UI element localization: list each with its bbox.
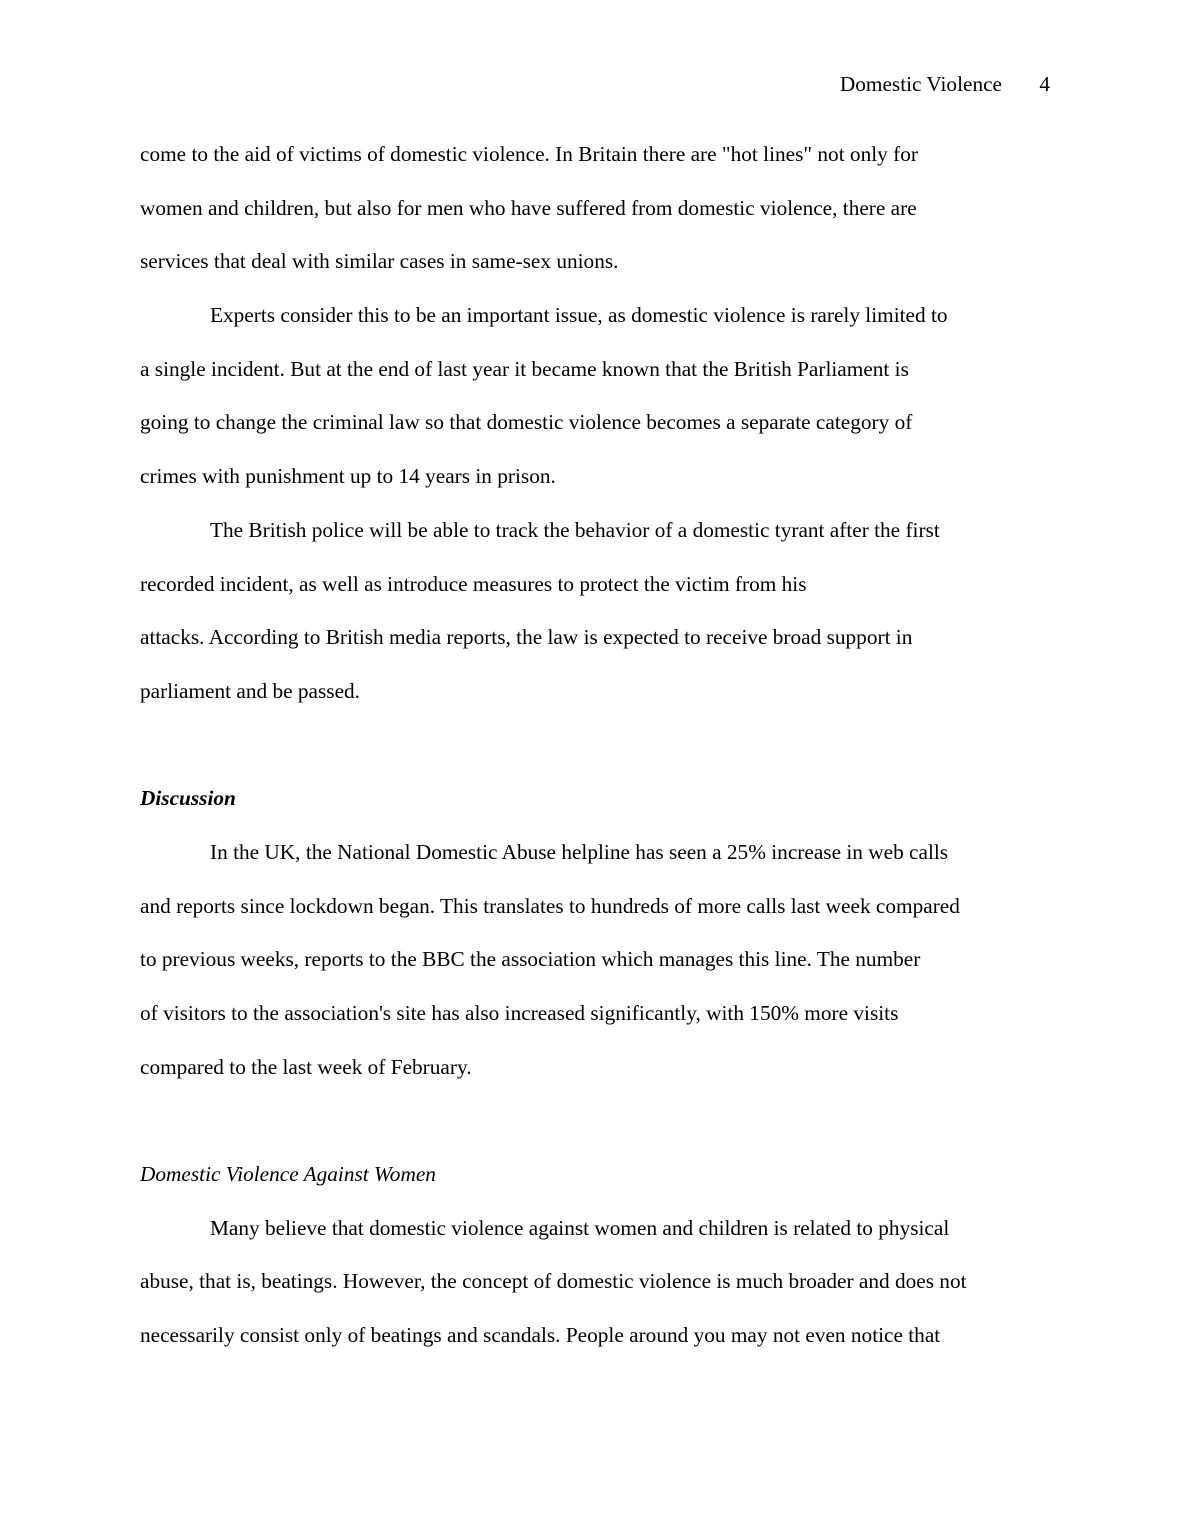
text-line: of visitors to the association's site has also increased significantly, with 150% more visits xyxy=(140,1001,899,1025)
page-number: 4 xyxy=(1039,72,1050,96)
discussion-section xyxy=(140,772,1050,1094)
text-line: Many believe that domestic violence against women and children is related to physical xyxy=(210,1215,950,1240)
blank-line xyxy=(140,719,1050,773)
text-line: compared to the last week of February. xyxy=(140,1054,472,1079)
running-head xyxy=(840,70,1050,98)
body-text xyxy=(140,128,1050,1363)
text-line: necessarily consist only of beatings and scandals. People around you may not even notice that xyxy=(140,1323,941,1348)
text-line: come to the aid of victims of domestic violence. In Britain there are "hot lines" not only for xyxy=(140,142,918,166)
text-line: The British police will be able to track the behavior of a domestic tyrant after the first xyxy=(210,517,940,542)
text-line: going to change the criminal law so that domestic violence becomes a separate category of xyxy=(140,410,913,435)
blank-line xyxy=(140,1094,1050,1148)
text-line: abuse, that is, beatings. However, the concept of domestic violence is much broader and does not xyxy=(140,1269,967,1294)
text-line: attacks. According to British media reports, the law is expected to receive broad support in xyxy=(140,625,913,650)
text-line: services that deal with similar cases in same-sex unions. xyxy=(140,249,619,274)
text-line: In the UK, the National Domestic Abuse helpline has seen a 25% increase in web calls xyxy=(210,839,949,864)
paragraph-continuation xyxy=(140,128,1050,289)
paragraph-police xyxy=(140,504,1050,719)
running-title: Domestic Violence xyxy=(839,72,1003,96)
text-line: Experts consider this to be an important issue, as domestic violence is rarely limited to xyxy=(210,303,948,328)
section-heading-discussion: Discussion xyxy=(140,786,236,811)
text-line: recorded incident, as well as introduce measures to protect the victim from his xyxy=(140,571,807,596)
text-line: a single incident. But at the end of last year it became known that the British Parliament is xyxy=(140,356,909,381)
text-line: crimes with punishment up to 14 years in prison. xyxy=(140,464,556,489)
text-line: parliament and be passed. xyxy=(140,678,360,703)
text-line: and reports since lockdown began. This translates to hundreds of more calls last week compared xyxy=(140,893,960,918)
paragraph-experts xyxy=(140,289,1050,504)
subsection-violence-against-women xyxy=(140,1148,1050,1363)
text-line: to previous weeks, reports to the BBC the association which manages this line. The number xyxy=(140,947,921,972)
subsection-heading: Domestic Violence Against Women xyxy=(140,1162,436,1187)
text-line: women and children, but also for men who have suffered from domestic violence, there are xyxy=(140,195,917,220)
